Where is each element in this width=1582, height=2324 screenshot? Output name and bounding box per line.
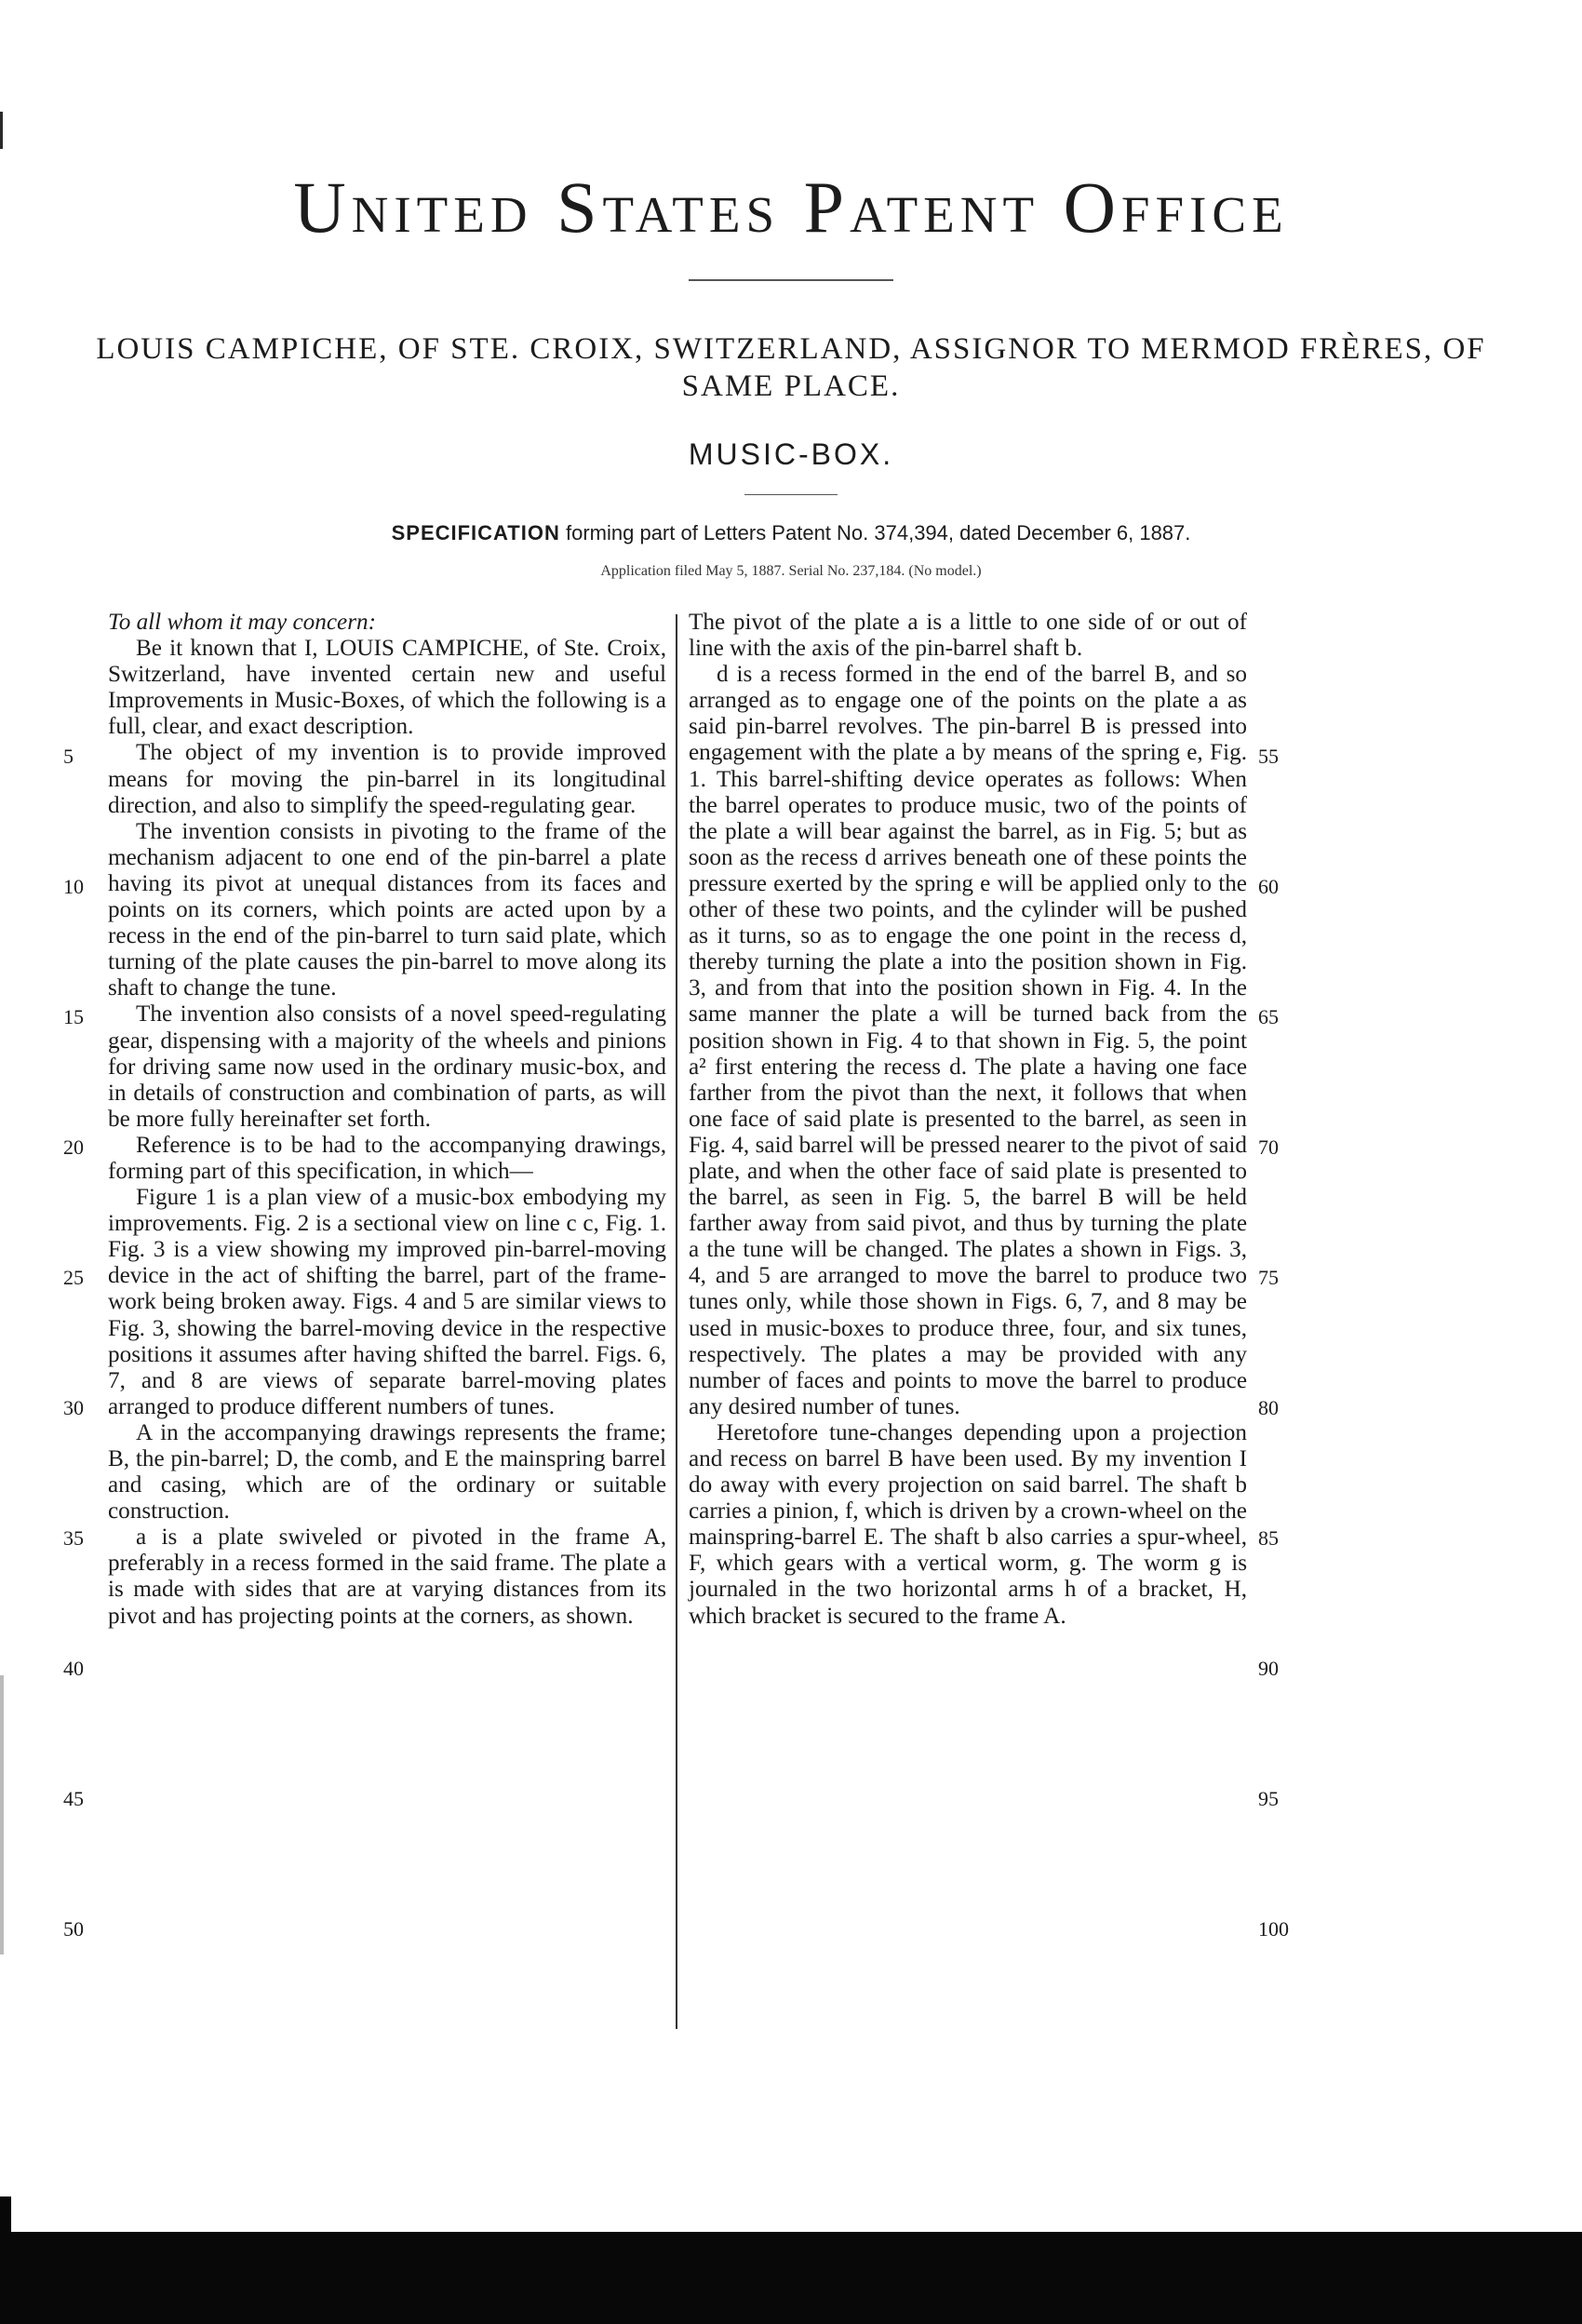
line-number: 65 — [1258, 1005, 1279, 1028]
scan-bottom-notch — [0, 2196, 11, 2234]
line-number: 45 — [63, 1787, 84, 1810]
line-number: 5 — [63, 745, 74, 768]
paragraph: The object of my invention is to provide improved means for moving the pin-barrel in its longitudinal direction, and also to simplify the speed-regulating gear. — [108, 740, 666, 818]
office-title: United States Patent Office — [293, 167, 1289, 248]
scan-bottom-bar — [0, 2232, 1582, 2324]
paragraph: The invention consists in pivoting to the frame of the mechanism adjacent to one end of the pin-barrel a plate having its pivot at unequal distances from its faces and points on its corners, which points are acted upon by a recess in the end of the pin-barrel to turn said plate, which turning of the plate causes the pin-barrel to move along its shaft to change the tune. — [108, 818, 666, 1001]
inventor-line: LOUIS CAMPICHE, OF STE. CROIX, SWITZERLAND, ASSIGNOR TO MERMOD FRÈRES, OF SAME PLACE. — [96, 332, 1486, 403]
paragraph: a is a plate swiveled or pivoted in the frame A, preferably in a recess formed in the said frame. The plate a is made with sides that are at varying distances from its pivot and has projecting points at the corners, as shown. — [108, 1525, 666, 1629]
line-number: 50 — [63, 1917, 84, 1941]
line-number: 90 — [1258, 1657, 1279, 1680]
line-number: 85 — [1258, 1526, 1279, 1550]
scan-edge-shadow — [0, 1675, 4, 1955]
column-divider — [676, 614, 677, 2029]
line-number: 60 — [1258, 875, 1279, 898]
right-column — [689, 610, 1247, 1630]
paragraph: Be it known that I, LOUIS CAMPICHE, of Ste. Croix, Switzerland, have invented certain new and useful Improvements in Music-Boxes, of which the following is a full, clear, and exact description. — [108, 636, 666, 740]
line-number: 100 — [1258, 1917, 1289, 1941]
paragraph: The pivot of the plate a is a little to one side of or out of line with the axis of the pin-barrel shaft b. — [689, 610, 1247, 662]
title-rule — [744, 494, 838, 495]
paragraph: Heretofore tune-changes depending upon a projection and recess on barrel B have been used. By my invention I do away with every projection on said barrel. The shaft b carries a pinion, f, which is driven by a crown-wheel on the mainspring-barrel E. The shaft b also carries a spur-wheel, F, which gears with a vertical worm, g. The worm g is journaled in the two horizontal arms h of a bracket, H, which bracket is secured to the frame A. — [689, 1419, 1247, 1629]
paragraph: Reference is to be had to the accompanying drawings, forming part of this specification, in which— — [108, 1132, 666, 1184]
specification-lead: SPECIFICATION — [391, 521, 560, 544]
line-number: 95 — [1258, 1787, 1279, 1810]
header-rule — [689, 279, 893, 281]
paragraph: The invention also consists of a novel speed-regulating gear, dispensing with a majority of the wheels and pinions for driving same now used in the ordinary music-box, and in details of construction and combination of parts, as will be more fully hereinafter set forth. — [108, 1001, 666, 1132]
specification-text: forming part of Letters Patent No. 374,394, dated December 6, 1887. — [565, 521, 1191, 544]
line-number: 15 — [63, 1005, 84, 1028]
left-column — [108, 610, 666, 1630]
specification-line — [0, 521, 1582, 545]
line-number: 55 — [1258, 745, 1279, 768]
line-number: 75 — [1258, 1266, 1279, 1289]
line-number: 35 — [63, 1526, 84, 1550]
line-number: 25 — [63, 1266, 84, 1289]
invention-title: MUSIC-BOX. — [688, 437, 894, 471]
paragraph: A in the accompanying drawings represents the frame; B, the pin-barrel; D, the comb, and E the mainspring barrel and casing, which are of the ordinary or suitable construction. — [108, 1419, 666, 1525]
scan-edge-mark — [0, 112, 3, 149]
paragraph: Figure 1 is a plan view of a music-box embodying my improvements. Fig. 2 is a sectional view on line c c, Fig. 1. Fig. 3 is a view showing my improved pin-barrel-moving device in the act of shifting the barrel, part of the frame-work being broken away. Figs. 4 and 5 are similar views to Fig. 3, showing the barrel-moving device in the respective positions it assumes after having shifted the barrel. Figs. 6, 7, and 8 are views of separate barrel-moving plates arranged to produce different numbers of tunes. — [108, 1185, 666, 1419]
line-number: 10 — [63, 875, 84, 898]
line-number: 30 — [63, 1396, 84, 1419]
salutation: To all whom it may concern: — [108, 610, 377, 635]
application-line: Application filed May 5, 1887. Serial No. 237,184. (No model.) — [600, 563, 982, 579]
line-number: 70 — [1258, 1135, 1279, 1159]
line-number: 20 — [63, 1135, 84, 1159]
line-number: 80 — [1258, 1396, 1279, 1419]
paragraph: d is a recess formed in the end of the barrel B, and so arranged as to engage one of the points on the plate a as said pin-barrel revolves. The pin-barrel B is pressed into engagement with the plate a by means of the spring e, Fig. 1. This barrel-shifting device operates as follows: When the barrel operates to produce music, two of the points of the plate a will bear against the barrel, as in Fig. 5; but as soon as the recess d arrives beneath one of these points the pressure exerted by the spring e will be applied only to the other of these two points, and the cylinder will be pushed as it turns, so as to engage the one point in the recess d, thereby turning the plate a into the position shown in Fig. 3, and from that into the position shown in Fig. 4. In the same manner the plate a will be turned back from the position shown in Fig. 4 to that shown in Fig. 5, the point a² first entering the recess d. The plate a having one face farther from the pivot than the next, it follows that when one face of said plate is presented to the barrel, as seen in Fig. 4, said barrel will be pressed nearer to the pivot of said plate, and when the other face of said plate is presented to the barrel, as seen in Fig. 5, the barrel B will be held farther away from said pivot, and thus by turning the plate a the tune will be changed. The plates a shown in Figs. 3, 4, and 5 are arranged to move the barrel to produce two tunes only, while those shown in Figs. 6, 7, and 8 may be used in music-boxes to produce three, four, and six tunes, respectively. The plates a may be provided with any number of faces and points to move the barrel to produce any desired number of tunes. — [689, 662, 1247, 1419]
line-number: 40 — [63, 1657, 84, 1680]
